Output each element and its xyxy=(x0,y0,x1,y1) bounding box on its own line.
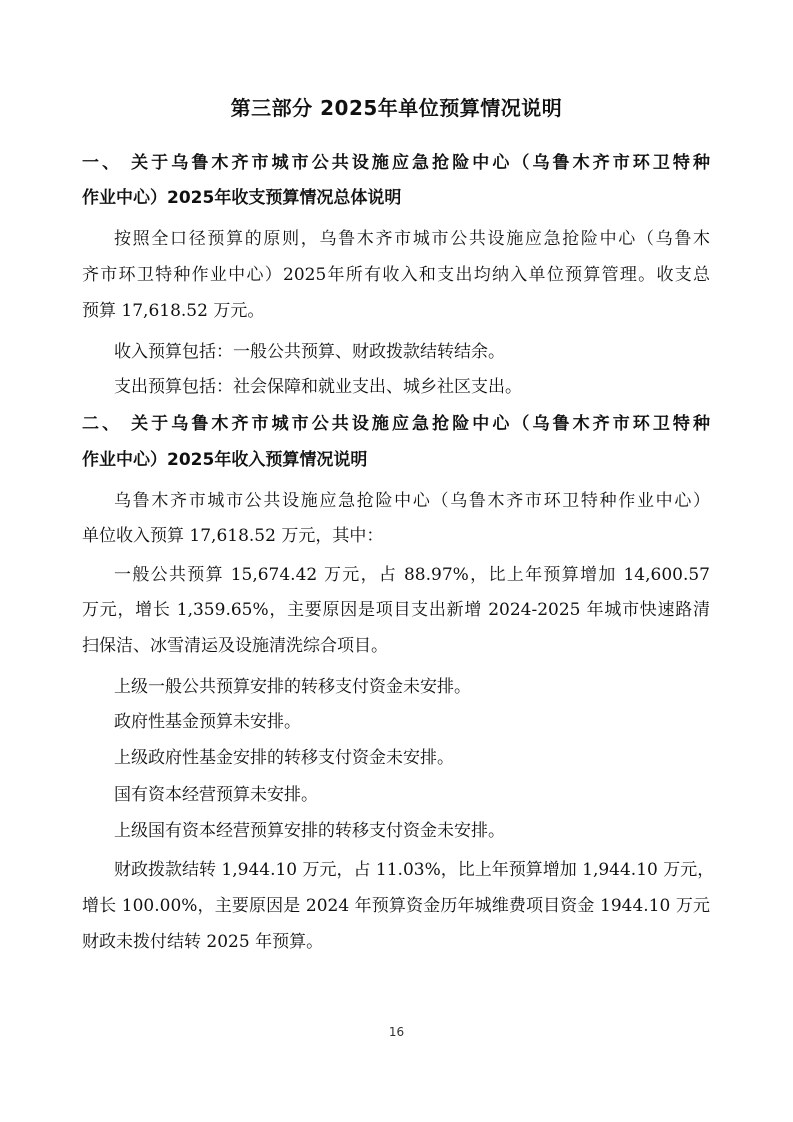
paragraph-line: 按照全口径预算的原则，乌鲁木齐市城市公共设施应急抢险中心（乌鲁木 xyxy=(114,229,710,249)
paragraph-line: 政府性基金预算未安排。 xyxy=(114,712,301,732)
paragraph-line: 财政拨款结转 1,944.10 万元，占 11.03%，比上年预算增加 1,944.10 万元， xyxy=(114,860,715,880)
paragraph-line: 上级国有资本经营预算安排的转移支付资金未安排。 xyxy=(114,821,505,841)
paragraph-line: 预算 17,618.52 万元。 xyxy=(82,301,265,321)
paragraph-line: 支出预算包括：社会保障和就业支出、城乡社区支出。 xyxy=(114,377,522,397)
paragraph-line: 万元，增长 1,359.65%，主要原因是项目支出新增 2024-2025 年城市快速路清 xyxy=(82,600,710,620)
paragraph-line: 一般公共预算 15,674.42 万元，占 88.97%，比上年预算增加 14,600.57 xyxy=(114,565,710,585)
paragraph-line: 乌鲁木齐市城市公共设施应急抢险中心（乌鲁木齐市环卫特种作业中心） xyxy=(114,491,710,511)
page-number: 16 xyxy=(388,1025,405,1039)
paragraph-line: 上级一般公共预算安排的转移支付资金未安排。 xyxy=(114,677,471,697)
paragraph-line: 收入预算包括：一般公共预算、财政拨款结转结余。 xyxy=(114,342,505,362)
section-heading-2-cont: 作业中心）2025年收入预算情况说明 xyxy=(82,450,368,470)
section-heading-2: 二、 关于乌鲁木齐市城市公共设施应急抢险中心（乌鲁木齐市环卫特种 xyxy=(82,414,710,434)
paragraph-line: 扫保洁、冰雪清运及设施清洗综合项目。 xyxy=(82,636,388,656)
paragraph-line: 齐市环卫特种作业中心）2025年所有收入和支出均纳入单位预算管理。收支总 xyxy=(82,265,710,285)
paragraph-line: 国有资本经营预算未安排。 xyxy=(114,785,318,805)
section-heading-1-cont: 作业中心）2025年收支预算情况总体说明 xyxy=(82,188,402,208)
section-heading-1: 一、 关于乌鲁木齐市城市公共设施应急抢险中心（乌鲁木齐市环卫特种 xyxy=(82,153,710,173)
paragraph-line: 上级政府性基金安排的转移支付资金未安排。 xyxy=(114,748,454,768)
paragraph-line: 增长 100.00%，主要原因是 2024 年预算资金历年城维费项目资金 1944.10 万元 xyxy=(82,896,710,916)
paragraph-line: 单位收入预算 17,618.52 万元，其中： xyxy=(82,526,384,546)
paragraph-line: 财政未拨付结转 2025 年预算。 xyxy=(82,932,324,952)
page-title: 第三部分 2025年单位预算情况说明 xyxy=(230,96,563,120)
